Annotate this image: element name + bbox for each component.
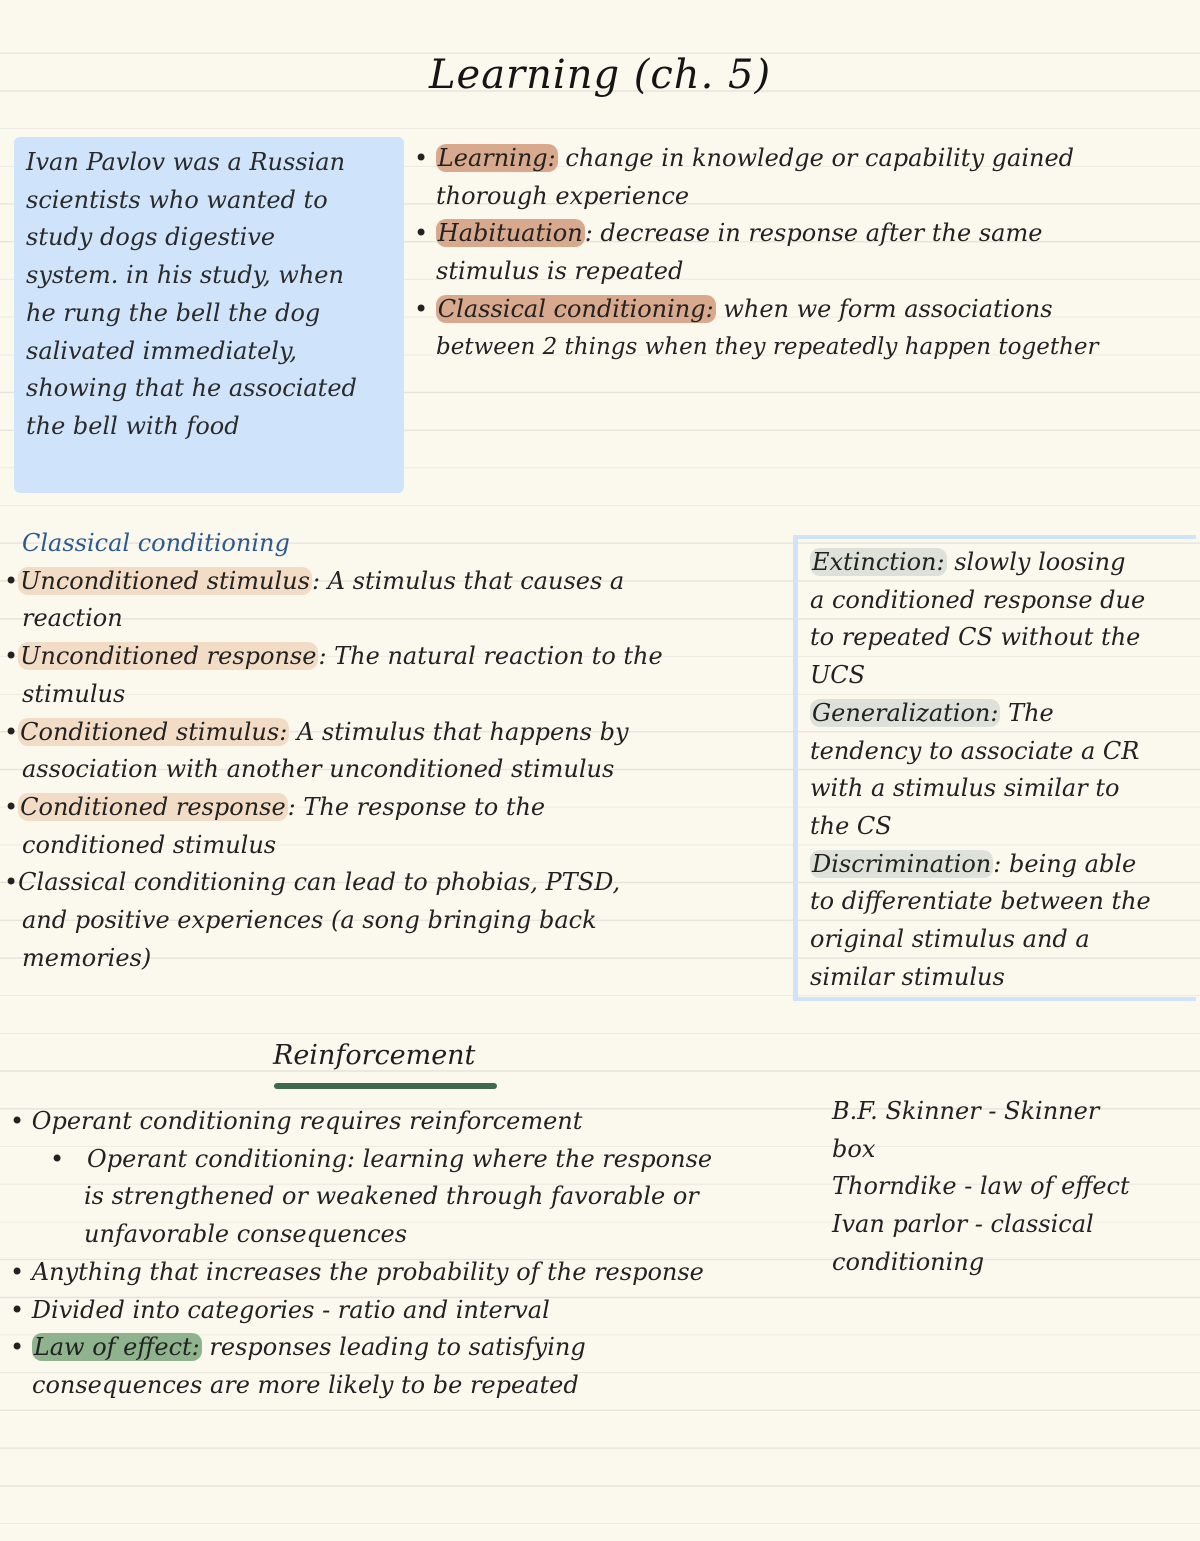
definition-learning: • Learning: change in knowledge or capability gained	[414, 144, 1075, 172]
item-text: similar stimulus	[810, 962, 1005, 991]
pavlov-line: scientists who wanted to	[26, 185, 328, 214]
term-habituation: Habituation	[437, 219, 583, 248]
item-text: conditioned stimulus	[22, 830, 277, 859]
item-text: and positive experiences (a song bringing back	[22, 906, 597, 935]
item-text: : The natural reaction to the	[318, 642, 663, 671]
reinforcement-list	[10, 1103, 800, 1405]
definition-habituation: • Habituation: decrease in response after the same	[414, 219, 1043, 248]
item-text: : A stimulus that causes a	[311, 566, 625, 595]
pavlov-line: study dogs digestive	[26, 223, 276, 252]
term-generalization: Generalization:	[812, 698, 999, 727]
pavlov-line: Ivan Pavlov was a Russian	[26, 148, 346, 176]
people-line: B.F. Skinner - Skinner	[832, 1097, 1100, 1125]
definition-text: : decrease in response after the same	[584, 219, 1043, 248]
term-learning: Learning:	[437, 144, 556, 172]
definition-text: thorough experience	[436, 181, 690, 210]
reinforcement-item: • Divided into categories - ratio and interval	[10, 1295, 550, 1324]
item-text: Operant conditioning requires reinforcement	[31, 1107, 583, 1135]
item-text: slowly loosing	[946, 548, 1126, 576]
discrimination-item	[810, 846, 1190, 884]
item-text: Divided into categories - ratio and interval	[31, 1295, 550, 1324]
pavlov-line: system. in his study, when	[26, 261, 344, 290]
generalization-item	[810, 695, 1190, 733]
term-ucr: Unconditioned response	[20, 642, 317, 671]
reinforcement-subitem: • Operant conditioning: learning where the response	[50, 1144, 713, 1173]
term-classical-conditioning: Classical conditioning:	[437, 294, 714, 323]
definitions-list	[414, 140, 1174, 366]
extinction-item	[810, 544, 1190, 582]
cr-item: •Conditioned response: The response to the	[4, 792, 546, 821]
definition-text: when we form associations	[715, 294, 1053, 323]
item-text: original stimulus and a	[810, 925, 1090, 954]
term-ucs: Unconditioned stimulus	[20, 566, 310, 595]
pavlov-line: showing that he associated	[26, 374, 357, 403]
page-title: Learning (ch. 5)	[428, 52, 772, 98]
pavlov-note-text	[26, 144, 396, 446]
item-text: to repeated CS without the	[810, 623, 1141, 652]
definition-classical: • Classical conditioning: when we form associations	[414, 294, 1053, 323]
item-text: reaction	[22, 604, 123, 633]
term-discrimination: Discrimination	[812, 849, 992, 878]
item-text: with a stimulus similar to	[810, 774, 1120, 803]
item-text: the CS	[810, 811, 892, 840]
item-text: is strengthened or weakened through favorable or	[84, 1182, 699, 1211]
item-text: association with another unconditioned stimulus	[22, 755, 615, 784]
item-text: A stimulus that happens by	[289, 717, 629, 746]
item-text: : The response to the	[287, 792, 546, 821]
cs-item: •Conditioned stimulus: A stimulus that happens by	[4, 717, 629, 746]
reinforcement-heading: Reinforcement	[273, 1040, 476, 1071]
reinforcement-item: • Operant conditioning requires reinforcement	[10, 1107, 583, 1135]
item-text: : being able	[993, 849, 1137, 878]
ucs-item: •Unconditioned stimulus: A stimulus that causes a	[4, 566, 625, 595]
item-text: tendency to associate a CR	[810, 736, 1140, 765]
people-line: Ivan parlor - classical	[832, 1210, 1094, 1239]
pavlov-line: salivated immediately,	[26, 336, 297, 365]
people-line: conditioning	[832, 1247, 985, 1276]
item-text: unfavorable consequences	[84, 1220, 408, 1249]
term-cs: Conditioned stimulus:	[20, 717, 288, 746]
ucr-item: •Unconditioned response: The natural reaction to the	[4, 642, 663, 671]
reinforcement-item: • Anything that increases the probability of the response	[10, 1257, 704, 1286]
people-line: Thorndike - law of effect	[832, 1172, 1130, 1201]
people-line: box	[832, 1134, 876, 1163]
side-note-text	[810, 544, 1190, 996]
item-text: a conditioned response due	[810, 585, 1146, 614]
item-text: memories)	[22, 943, 152, 972]
pavlov-line: the bell with food	[26, 411, 240, 440]
effects-item: •Classical conditioning can lead to phobias, PTSD,	[4, 868, 621, 897]
section-heading: Classical conditioning	[22, 529, 290, 557]
item-text: stimulus	[22, 679, 126, 708]
item-text: consequences are more likely to be repeated	[32, 1370, 579, 1399]
people-list	[832, 1093, 1192, 1282]
term-cr: Conditioned response	[20, 792, 286, 821]
item-text: Classical conditioning can lead to phobias, PTSD,	[18, 868, 621, 897]
item-text: UCS	[810, 661, 866, 690]
item-text: The	[1000, 698, 1054, 727]
pavlov-line: he rung the bell the dog	[26, 298, 321, 327]
item-text: responses leading to satisfying	[201, 1333, 586, 1362]
definition-text: stimulus is repeated	[436, 257, 684, 286]
definition-text: change in knowledge or capability gained	[557, 144, 1075, 172]
item-text: to differentiate between the	[810, 887, 1151, 916]
reinforcement-item: • Law of effect: responses leading to satisfying	[10, 1333, 586, 1362]
item-text: Anything that increases the probability of the response	[31, 1257, 704, 1286]
term-law-of-effect: Law of effect:	[33, 1333, 200, 1362]
heading-underline	[274, 1083, 497, 1089]
definition-text: between 2 things when they repeatedly happen together	[436, 333, 1099, 360]
classical-conditioning-section	[4, 525, 784, 977]
item-text: Operant conditioning: learning where the response	[87, 1144, 713, 1173]
term-extinction: Extinction:	[812, 548, 945, 576]
